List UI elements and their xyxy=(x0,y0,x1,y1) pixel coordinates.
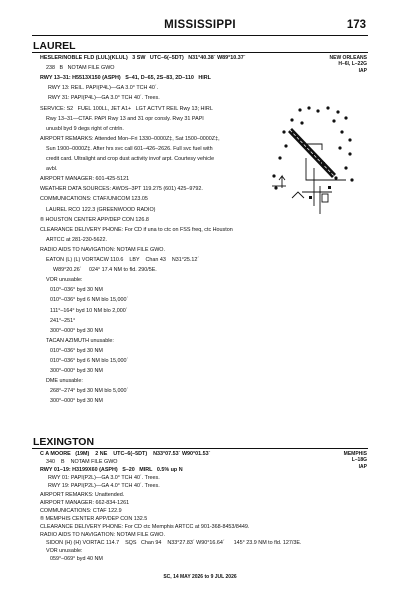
entry-line: 300°–000° byd 30 NM xyxy=(50,398,103,405)
laurel-chart-tags xyxy=(330,55,368,74)
entry-line: AIRPORT MANAGER: 601-425-5121 xyxy=(40,176,130,183)
entry-line: RWY 19: PAPI(P2L)—GA 4.0° TCH 40´. Trees. xyxy=(48,483,160,490)
city-heading-laurel: LAUREL xyxy=(33,40,76,52)
entry-line: 010°–036° byd 6 NM blo 15,000´ xyxy=(50,297,129,304)
entry-line: LAUREL RCO 122.3 (GREENWOOD RADIO) xyxy=(46,206,156,213)
entry-line: VOR unusable: xyxy=(46,548,83,555)
entry-line: RWY 01: PAPI(P2L)—GA 3.0° TCH 40´. Trees. xyxy=(48,475,160,482)
tag-iap: IAP xyxy=(358,463,367,470)
laurel-rule xyxy=(32,52,368,53)
entry-line: AIRPORT MANAGER: 662-834-1261 xyxy=(40,499,130,506)
entry-line: Sun 1900–0000Z‡. After hrs svc call 601–426–2626. Full svc fuel with xyxy=(46,145,213,152)
tag-region: MEMPHIS xyxy=(343,451,367,457)
entry-line: Rwy 13–31—CTAF. PAPI Rwy 13 and 31 opr consly. Rwy 31 PAPI xyxy=(46,115,204,122)
entry-line: 238 B NOTAM FILE GWO xyxy=(46,65,115,72)
tag-charts: L–18G xyxy=(351,457,367,464)
entry-line: credit card. Ultralight and crop dust activity invof arpt. Courtesy vehicle xyxy=(46,156,215,162)
entry-line: 059°–069° byd 40 NM xyxy=(50,556,103,563)
entry-line: ® MEMPHIS CENTER APP/DEP CON 132.5 xyxy=(40,515,148,522)
page-number: 173 xyxy=(346,19,366,31)
state-title: MISSISSIPPI xyxy=(164,19,236,31)
entry-line: 241°–251° xyxy=(50,317,76,324)
entry-line: ARTCC at 281-230-5622. xyxy=(46,236,108,243)
entry-line: RWY 31: PAPI(P4L)—GA 3.0° TCH 40´. Trees. xyxy=(48,95,160,102)
entry-line: RWY 01–19: H3199X60 (ASPH) S–20 MIRL 0.5% up N xyxy=(40,467,183,474)
entry-line: avbl. xyxy=(46,166,58,173)
airport-diagram xyxy=(262,88,362,218)
entry-line: AIRPORT REMARKS: Attended Mon–Fri 1330–0000Z‡, Sat 1500–0000Z‡, xyxy=(40,135,220,142)
tag-region: NEW ORLEANS xyxy=(329,55,367,61)
entry-line: 300°–000° byd 30 NM xyxy=(50,327,103,334)
entry-line: HESLER/NOBLE FLD (LUL)(KLUL) 3 SW UTC–6(–5DT) N31°40.38´ W89°10.37´ xyxy=(40,55,246,61)
entry-line: AIRPORT REMARKS: Unattended. xyxy=(40,491,125,498)
entry-line: EATON (L) (L) VORTACW 110.6 LBY Chan 43 N31°25.12´ xyxy=(46,257,200,263)
entry-line: DME unusable: xyxy=(46,378,83,385)
entry-line: RADIO AIDS TO NAVIGATION: NOTAM FILE GWO. xyxy=(40,532,165,538)
entry-line: VOR unusable: xyxy=(46,277,83,284)
entry-line: 300°–000° byd 30 NM xyxy=(50,368,103,375)
entry-line: 111°–164° byd 10 NM blo 2,000´ xyxy=(50,307,128,314)
entry-line: 010°–036° byd 6 NM blo 15,000´ xyxy=(50,358,129,364)
entry-line: TACAN AZIMUTH unusable: xyxy=(46,337,114,344)
entry-line: RADIO AIDS TO NAVIGATION: NOTAM FILE GWO. xyxy=(40,246,165,253)
entry-line: CLEARANCE DELIVERY PHONE: For CD ctc Memphis ARTCC at 901-368-8453/8449. xyxy=(40,523,250,530)
tag-charts: H–6I, L–22G xyxy=(338,61,367,68)
entry-line: WEATHER DATA SOURCES: AWOS–3PT 119.275 (601) 425–9792. xyxy=(40,186,203,193)
entry-line: 340 B NOTAM FILE GWO xyxy=(46,459,118,466)
entry-line: W89°20.26´ 024° 17.4 NM to fld. 290/5E. xyxy=(53,267,157,274)
entry-line: 268°–274° byd 30 NM blo 5,000´ xyxy=(50,388,129,395)
entry-line: CLEARANCE DELIVERY PHONE: For CD if una to ctc on FSS freq, ctc Houston xyxy=(40,226,233,233)
entry-line: RWY 13: REIL. PAPI(P4L)—GA 3.0° TCH 40´. xyxy=(48,85,159,92)
lexington-rule xyxy=(32,448,368,449)
entry-line: ® HOUSTON CENTER APP/DEP CON 126.8 xyxy=(40,216,149,223)
lexington-chart-tags xyxy=(344,451,367,470)
entry-line: C A MOORE (19M) 2 NE UTC–6(–5DT) N33°07.53´ W90°01.53´ xyxy=(40,451,211,457)
entry-line: COMMUNICATIONS: CTAF 122.9 xyxy=(40,507,122,514)
entry-line: 010°–036° byd 30 NM xyxy=(50,287,103,294)
entry-line: SIDON (H) (H) VORTAC 114.7 SQS Chan 94 N33°27.83´ W90°16.64´ 145° 23.9 NM to fld. 127/3E. xyxy=(46,540,302,547)
tag-iap: IAP xyxy=(358,67,367,74)
entry-line: COMMUNICATIONS: CTAF/UNICOM 123.05 xyxy=(40,196,148,203)
entry-line: SERVICE: S2 FUEL 100LL, JET A1+ LGT ACTVT REIL Rwy 13; HIRL xyxy=(40,105,213,112)
entry-line: unusbl byd 9 degs right of cntrln. xyxy=(46,125,124,132)
runway-13-31 xyxy=(288,128,336,178)
city-heading-lexington: LEXINGTON xyxy=(33,436,95,448)
entry-line: RWY 13–31: H5513X150 (ASPH) S–41, D–65, 2S–83, 2D–110 HIRL xyxy=(40,75,211,82)
entry-line: 010°–036° byd 30 NM xyxy=(50,347,103,354)
header-rule xyxy=(32,35,368,36)
effective-dates-footer: SC, 14 MAY 2026 to 9 JUL 2026 xyxy=(163,574,237,580)
